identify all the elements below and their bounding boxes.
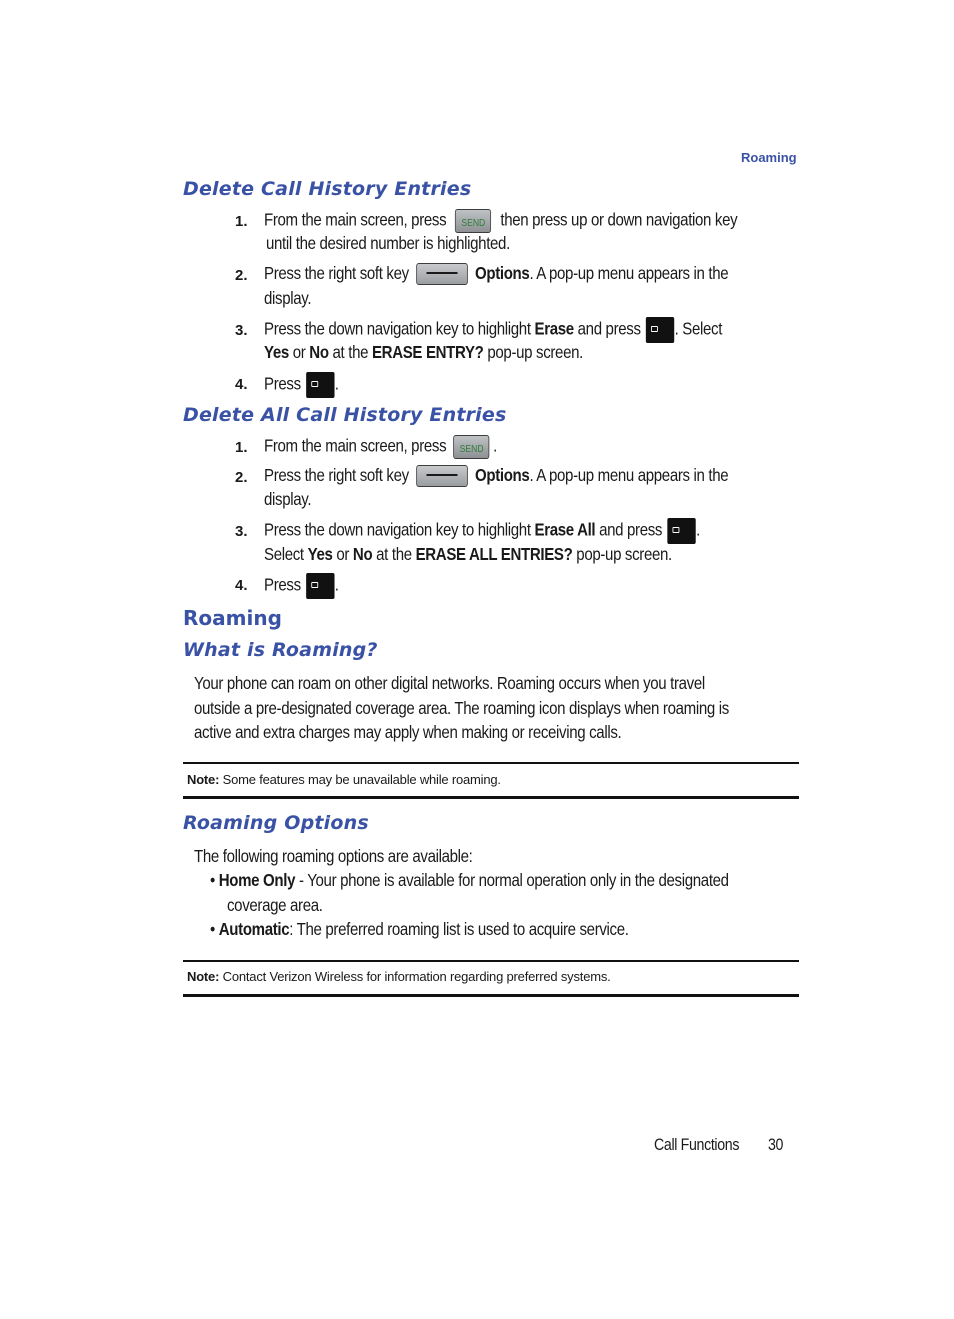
step-text-cont: until the desired number is highlighted. [266, 233, 510, 253]
ok-key-icon [306, 372, 334, 398]
step-text: Press . [264, 372, 339, 398]
send-key-icon: SEND [455, 209, 491, 233]
step-text-cont: display. [264, 288, 312, 308]
note-bottom-rule [183, 796, 799, 799]
ok-key-icon [306, 573, 334, 599]
list-item-cont: coverage area. [227, 895, 323, 915]
step-text-cont: Yes or No at the ERASE ENTRY? pop-up screen. [264, 342, 583, 362]
footer-section: Call Functions [654, 1136, 740, 1154]
step-text-cont: Select Yes or No at the ERASE ALL ENTRIES? pop-up screen. [264, 544, 672, 564]
paragraph-line: active and extra charges may apply when making or receiving calls. [194, 722, 622, 742]
options-intro: The following roaming options are available: [194, 846, 473, 866]
list-item: • Home Only - Your phone is available for normal operation only in the designated [210, 870, 729, 890]
ok-key-icon [646, 317, 674, 343]
subsection-title-roaming-options: Roaming Options [183, 812, 369, 834]
note-bottom-rule [183, 994, 799, 997]
section-title-roaming: Roaming [183, 606, 282, 630]
section-title-delete-entries: Delete Call History Entries [183, 178, 472, 200]
note-top-rule [183, 762, 799, 764]
step-number: 1. [235, 439, 248, 456]
paragraph-line: outside a pre-designated coverage area. The roaming icon displays when roaming is [194, 698, 729, 718]
step-text: Press the down navigation key to highlight Erase All and press . [264, 518, 700, 544]
step-text: Press the right soft key Options. A pop-up menu appears in the [264, 263, 728, 285]
step-number: 2. [235, 469, 248, 486]
step-number: 3. [235, 523, 248, 540]
step-text: Press . [264, 573, 339, 599]
step-number: 3. [235, 322, 248, 339]
running-header: Roaming [741, 150, 797, 165]
step-text: Press the down navigation key to highlight Erase and press . Select [264, 317, 722, 343]
send-key-icon: SEND [454, 435, 490, 459]
note-top-rule [183, 960, 799, 962]
step-text: From the main screen, press SEND then press up or down navigation key [264, 209, 737, 233]
subsection-title-what-is-roaming: What is Roaming? [183, 639, 378, 661]
right-soft-key-icon [416, 263, 468, 285]
step-number: 1. [235, 213, 248, 230]
list-item: • Automatic: The preferred roaming list is used to acquire service. [210, 919, 629, 939]
step-number: 4. [235, 376, 248, 393]
step-number: 2. [235, 267, 248, 284]
page-number: 30 [768, 1136, 784, 1154]
step-text-cont: display. [264, 489, 312, 509]
step-text: From the main screen, press SEND . [264, 435, 497, 459]
note: Note: Some features may be unavailable while roaming. [187, 772, 501, 787]
note: Note: Contact Verizon Wireless for information regarding preferred systems. [187, 969, 611, 984]
step-text: Press the right soft key Options. A pop-up menu appears in the [264, 465, 728, 487]
ok-key-icon [668, 518, 696, 544]
step-number: 4. [235, 577, 248, 594]
section-title-delete-all-entries: Delete All Call History Entries [183, 404, 507, 426]
paragraph-line: Your phone can roam on other digital networks. Roaming occurs when you travel [194, 673, 705, 693]
right-soft-key-icon [416, 465, 468, 487]
